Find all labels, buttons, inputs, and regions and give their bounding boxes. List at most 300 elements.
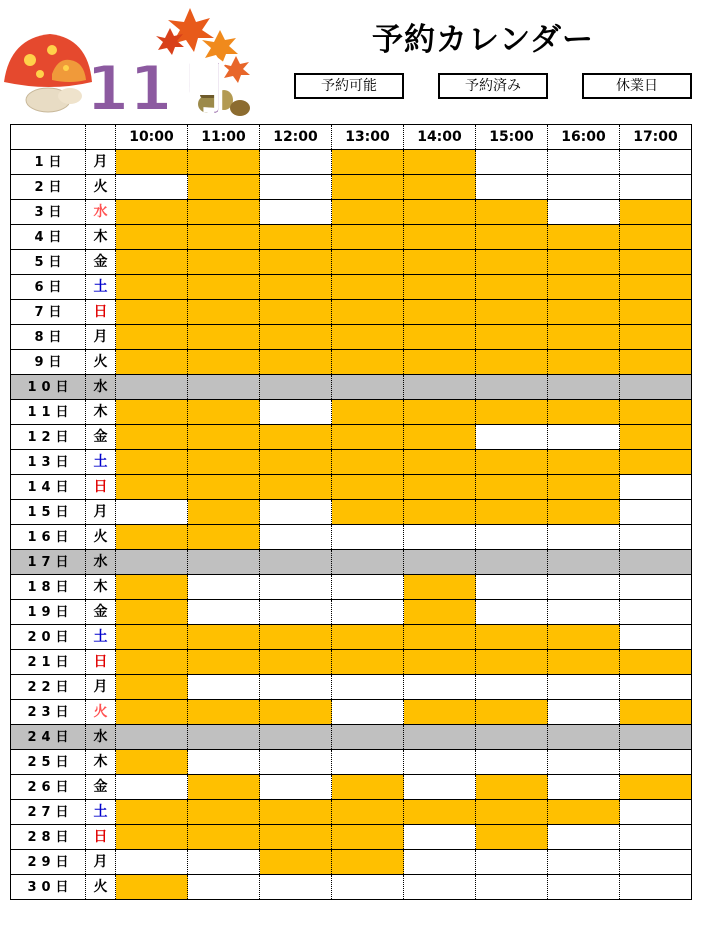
weekday-cell: 金 <box>86 600 116 625</box>
slot-closed <box>620 375 692 400</box>
slot-booked <box>332 450 404 475</box>
slot-booked <box>404 450 476 475</box>
month-label: 11月 <box>86 52 235 124</box>
weekday-cell: 金 <box>86 425 116 450</box>
slot-booked <box>332 250 404 275</box>
slot-available[interactable] <box>620 500 692 525</box>
slot-booked <box>188 250 260 275</box>
slot-available[interactable] <box>260 600 332 625</box>
slot-booked <box>188 475 260 500</box>
slot-booked <box>116 525 188 550</box>
slot-available[interactable] <box>548 750 620 775</box>
slot-booked <box>260 300 332 325</box>
calendar-row <box>11 625 692 650</box>
slot-available[interactable] <box>476 525 548 550</box>
slot-available[interactable] <box>332 675 404 700</box>
slot-available[interactable] <box>404 775 476 800</box>
calendar-row <box>11 300 692 325</box>
slot-available[interactable] <box>548 850 620 875</box>
calendar-row <box>11 750 692 775</box>
slot-available[interactable] <box>548 875 620 900</box>
slot-booked <box>188 325 260 350</box>
slot-booked <box>332 800 404 825</box>
slot-booked <box>476 700 548 725</box>
slot-closed <box>620 550 692 575</box>
slot-closed <box>548 375 620 400</box>
slot-booked <box>476 825 548 850</box>
calendar-header <box>0 0 702 124</box>
slot-closed <box>188 725 260 750</box>
slot-booked <box>332 825 404 850</box>
slot-booked <box>116 200 188 225</box>
slot-booked <box>116 325 188 350</box>
slot-closed <box>548 550 620 575</box>
slot-booked <box>620 225 692 250</box>
day-cell: 11日 <box>11 400 86 425</box>
slot-booked <box>404 400 476 425</box>
day-cell: 18日 <box>11 575 86 600</box>
slot-booked <box>116 825 188 850</box>
slot-closed <box>620 725 692 750</box>
slot-booked <box>548 300 620 325</box>
slot-booked <box>116 350 188 375</box>
slot-closed <box>548 725 620 750</box>
slot-closed <box>116 725 188 750</box>
slot-booked <box>548 275 620 300</box>
slot-available[interactable] <box>476 675 548 700</box>
calendar-row <box>11 150 692 175</box>
reservation-calendar-table <box>10 124 692 900</box>
slot-available[interactable] <box>620 875 692 900</box>
day-cell: 26日 <box>11 775 86 800</box>
slot-booked <box>404 700 476 725</box>
calendar-row <box>11 550 692 575</box>
slot-booked <box>476 625 548 650</box>
slot-closed <box>404 550 476 575</box>
time-slot-header: 10:00 <box>116 125 188 150</box>
slot-booked <box>476 775 548 800</box>
calendar-row <box>11 650 692 675</box>
slot-booked <box>332 625 404 650</box>
weekday-cell: 土 <box>86 450 116 475</box>
legend-available-label: 予約可能 <box>321 78 377 94</box>
slot-available[interactable] <box>476 875 548 900</box>
day-cell: 25日 <box>11 750 86 775</box>
slot-available[interactable] <box>404 825 476 850</box>
slot-available[interactable] <box>332 700 404 725</box>
slot-booked <box>332 275 404 300</box>
slot-booked <box>548 325 620 350</box>
slot-available[interactable] <box>260 400 332 425</box>
day-cell: 13日 <box>11 450 86 475</box>
time-slot-header: 12:00 <box>260 125 332 150</box>
header-weekday-cell <box>86 125 116 150</box>
slot-available[interactable] <box>620 525 692 550</box>
time-slot-header: 13:00 <box>332 125 404 150</box>
day-cell: 10日 <box>11 375 86 400</box>
slot-booked <box>404 275 476 300</box>
slot-booked <box>404 800 476 825</box>
weekday-cell: 木 <box>86 400 116 425</box>
calendar-row <box>11 275 692 300</box>
slot-booked <box>260 275 332 300</box>
slot-booked <box>188 625 260 650</box>
slot-booked <box>620 300 692 325</box>
slot-booked <box>188 650 260 675</box>
slot-available[interactable] <box>188 750 260 775</box>
day-cell: 7日 <box>11 300 86 325</box>
calendar-row <box>11 825 692 850</box>
slot-available[interactable] <box>620 575 692 600</box>
slot-booked <box>332 175 404 200</box>
calendar-body <box>11 150 692 900</box>
calendar-row <box>11 575 692 600</box>
weekday-cell: 火 <box>86 700 116 725</box>
slot-booked <box>188 775 260 800</box>
slot-booked <box>116 750 188 775</box>
slot-booked <box>332 425 404 450</box>
weekday-cell: 日 <box>86 475 116 500</box>
slot-available[interactable] <box>260 575 332 600</box>
slot-booked <box>548 400 620 425</box>
slot-available[interactable] <box>548 575 620 600</box>
slot-available[interactable] <box>116 175 188 200</box>
slot-available[interactable] <box>404 850 476 875</box>
calendar-row <box>11 600 692 625</box>
calendar-row <box>11 425 692 450</box>
weekday-cell: 土 <box>86 800 116 825</box>
slot-available[interactable] <box>404 875 476 900</box>
slot-available[interactable] <box>260 875 332 900</box>
slot-booked <box>116 800 188 825</box>
slot-booked <box>548 225 620 250</box>
slot-booked <box>404 225 476 250</box>
day-cell: 21日 <box>11 650 86 675</box>
time-slot-header: 15:00 <box>476 125 548 150</box>
weekday-cell: 月 <box>86 675 116 700</box>
slot-booked <box>548 250 620 275</box>
slot-available[interactable] <box>476 575 548 600</box>
slot-booked <box>188 350 260 375</box>
slot-booked <box>404 325 476 350</box>
slot-booked <box>620 325 692 350</box>
slot-available[interactable] <box>476 750 548 775</box>
slot-closed <box>116 550 188 575</box>
slot-booked <box>620 700 692 725</box>
slot-available[interactable] <box>332 600 404 625</box>
slot-booked <box>476 250 548 275</box>
slot-available[interactable] <box>620 800 692 825</box>
weekday-cell: 日 <box>86 300 116 325</box>
slot-booked <box>332 350 404 375</box>
slot-booked <box>116 600 188 625</box>
day-cell: 14日 <box>11 475 86 500</box>
slot-booked <box>260 325 332 350</box>
slot-closed <box>476 375 548 400</box>
calendar-row <box>11 775 692 800</box>
day-cell: 8日 <box>11 325 86 350</box>
slot-available[interactable] <box>548 425 620 450</box>
slot-available[interactable] <box>404 750 476 775</box>
slot-available[interactable] <box>260 675 332 700</box>
slot-booked <box>548 625 620 650</box>
slot-available[interactable] <box>548 775 620 800</box>
slot-booked <box>548 800 620 825</box>
slot-booked <box>620 450 692 475</box>
day-cell: 12日 <box>11 425 86 450</box>
slot-closed <box>116 375 188 400</box>
slot-booked <box>404 150 476 175</box>
slot-booked <box>332 200 404 225</box>
slot-booked <box>620 250 692 275</box>
slot-closed <box>404 725 476 750</box>
slot-booked <box>332 775 404 800</box>
slot-booked <box>116 650 188 675</box>
slot-booked <box>476 500 548 525</box>
slot-available[interactable] <box>548 525 620 550</box>
slot-booked <box>404 300 476 325</box>
slot-booked <box>260 650 332 675</box>
slot-booked <box>620 350 692 375</box>
calendar-row <box>11 525 692 550</box>
day-cell: 27日 <box>11 800 86 825</box>
day-cell: 15日 <box>11 500 86 525</box>
slot-booked <box>188 700 260 725</box>
legend-booked-label: 予約済み <box>465 78 521 94</box>
slot-available[interactable] <box>116 500 188 525</box>
slot-available[interactable] <box>404 525 476 550</box>
slot-booked <box>404 475 476 500</box>
slot-booked <box>620 275 692 300</box>
day-cell: 29日 <box>11 850 86 875</box>
slot-available[interactable] <box>260 525 332 550</box>
slot-available[interactable] <box>404 675 476 700</box>
slot-booked <box>404 500 476 525</box>
slot-booked <box>548 475 620 500</box>
slot-booked <box>188 500 260 525</box>
header-day-cell <box>11 125 86 150</box>
slot-booked <box>116 400 188 425</box>
slot-available[interactable] <box>548 600 620 625</box>
weekday-cell: 水 <box>86 200 116 225</box>
slot-booked <box>404 625 476 650</box>
day-cell: 20日 <box>11 625 86 650</box>
slot-available[interactable] <box>476 425 548 450</box>
slot-booked <box>404 175 476 200</box>
slot-booked <box>404 575 476 600</box>
slot-booked <box>260 225 332 250</box>
calendar-row <box>11 225 692 250</box>
slot-booked <box>116 675 188 700</box>
slot-available[interactable] <box>620 750 692 775</box>
slot-available[interactable] <box>548 825 620 850</box>
slot-closed <box>476 725 548 750</box>
slot-booked <box>476 800 548 825</box>
slot-available[interactable] <box>620 675 692 700</box>
slot-booked <box>260 850 332 875</box>
slot-available[interactable] <box>476 600 548 625</box>
weekday-cell: 火 <box>86 525 116 550</box>
slot-available[interactable] <box>332 750 404 775</box>
calendar-row <box>11 400 692 425</box>
weekday-cell: 水 <box>86 725 116 750</box>
legend-holiday <box>582 73 692 99</box>
time-slot-header: 16:00 <box>548 125 620 150</box>
calendar-row <box>11 175 692 200</box>
slot-booked <box>476 350 548 375</box>
slot-booked <box>116 450 188 475</box>
slot-available[interactable] <box>620 625 692 650</box>
weekday-cell: 火 <box>86 875 116 900</box>
calendar-row <box>11 450 692 475</box>
slot-available[interactable] <box>476 150 548 175</box>
slot-booked <box>332 850 404 875</box>
slot-available[interactable] <box>548 150 620 175</box>
weekday-cell: 月 <box>86 150 116 175</box>
weekday-cell: 土 <box>86 625 116 650</box>
slot-available[interactable] <box>260 500 332 525</box>
slot-available[interactable] <box>332 525 404 550</box>
slot-available[interactable] <box>476 850 548 875</box>
day-cell: 19日 <box>11 600 86 625</box>
slot-available[interactable] <box>116 775 188 800</box>
slot-available[interactable] <box>188 675 260 700</box>
slot-available[interactable] <box>620 475 692 500</box>
slot-booked <box>188 150 260 175</box>
slot-closed <box>332 375 404 400</box>
slot-available[interactable] <box>260 775 332 800</box>
day-cell: 22日 <box>11 675 86 700</box>
time-slot-header: 11:00 <box>188 125 260 150</box>
slot-available[interactable] <box>332 575 404 600</box>
slot-closed <box>188 550 260 575</box>
weekday-cell: 月 <box>86 850 116 875</box>
day-cell: 4日 <box>11 225 86 250</box>
slot-booked <box>620 200 692 225</box>
slot-available[interactable] <box>620 600 692 625</box>
slot-available[interactable] <box>620 150 692 175</box>
page-title: 予約カレンダー <box>372 22 594 58</box>
slot-booked <box>476 450 548 475</box>
day-cell: 2日 <box>11 175 86 200</box>
slot-booked <box>620 650 692 675</box>
slot-booked <box>476 225 548 250</box>
slot-available[interactable] <box>260 150 332 175</box>
slot-booked <box>260 800 332 825</box>
slot-available[interactable] <box>620 175 692 200</box>
calendar-row <box>11 325 692 350</box>
slot-available[interactable] <box>548 175 620 200</box>
mushroom-icon <box>4 34 92 112</box>
slot-booked <box>476 300 548 325</box>
calendar-row <box>11 475 692 500</box>
day-cell: 5日 <box>11 250 86 275</box>
slot-available[interactable] <box>620 825 692 850</box>
weekday-cell: 水 <box>86 375 116 400</box>
slot-booked <box>476 325 548 350</box>
slot-booked <box>116 875 188 900</box>
time-slot-header: 14:00 <box>404 125 476 150</box>
slot-booked <box>332 500 404 525</box>
slot-available[interactable] <box>476 175 548 200</box>
slot-available[interactable] <box>548 700 620 725</box>
slot-available[interactable] <box>188 575 260 600</box>
slot-booked <box>332 325 404 350</box>
slot-available[interactable] <box>548 675 620 700</box>
slot-booked <box>116 275 188 300</box>
slot-booked <box>620 425 692 450</box>
slot-available[interactable] <box>332 875 404 900</box>
day-cell: 6日 <box>11 275 86 300</box>
time-slot-header: 17:00 <box>620 125 692 150</box>
slot-available[interactable] <box>188 875 260 900</box>
slot-booked <box>404 200 476 225</box>
slot-available[interactable] <box>260 175 332 200</box>
slot-available[interactable] <box>260 750 332 775</box>
slot-booked <box>404 425 476 450</box>
slot-booked <box>188 800 260 825</box>
slot-booked <box>332 475 404 500</box>
weekday-cell: 水 <box>86 550 116 575</box>
slot-booked <box>260 625 332 650</box>
calendar-row <box>11 850 692 875</box>
slot-booked <box>260 825 332 850</box>
day-cell: 30日 <box>11 875 86 900</box>
slot-booked <box>476 275 548 300</box>
slot-available[interactable] <box>260 200 332 225</box>
slot-booked <box>476 475 548 500</box>
weekday-cell: 金 <box>86 250 116 275</box>
slot-booked <box>260 350 332 375</box>
slot-closed <box>260 725 332 750</box>
calendar-row <box>11 250 692 275</box>
slot-booked <box>188 425 260 450</box>
weekday-cell: 土 <box>86 275 116 300</box>
slot-booked <box>332 400 404 425</box>
slot-booked <box>116 250 188 275</box>
slot-closed <box>188 375 260 400</box>
slot-booked <box>620 400 692 425</box>
slot-available[interactable] <box>188 850 260 875</box>
slot-booked <box>116 225 188 250</box>
weekday-cell: 木 <box>86 750 116 775</box>
slot-booked <box>332 650 404 675</box>
legend-booked <box>438 73 548 99</box>
weekday-cell: 月 <box>86 325 116 350</box>
slot-booked <box>548 350 620 375</box>
slot-available[interactable] <box>620 850 692 875</box>
slot-available[interactable] <box>548 200 620 225</box>
day-cell: 17日 <box>11 550 86 575</box>
slot-booked <box>116 150 188 175</box>
slot-booked <box>188 450 260 475</box>
slot-booked <box>116 575 188 600</box>
calendar-row <box>11 875 692 900</box>
slot-booked <box>476 650 548 675</box>
slot-available[interactable] <box>116 850 188 875</box>
slot-booked <box>116 300 188 325</box>
slot-booked <box>476 200 548 225</box>
day-cell: 24日 <box>11 725 86 750</box>
weekday-cell: 木 <box>86 225 116 250</box>
calendar-row <box>11 500 692 525</box>
slot-available[interactable] <box>188 600 260 625</box>
calendar-row <box>11 700 692 725</box>
slot-booked <box>260 450 332 475</box>
november-decoration <box>0 0 270 124</box>
calendar-row <box>11 375 692 400</box>
slot-booked <box>548 450 620 475</box>
